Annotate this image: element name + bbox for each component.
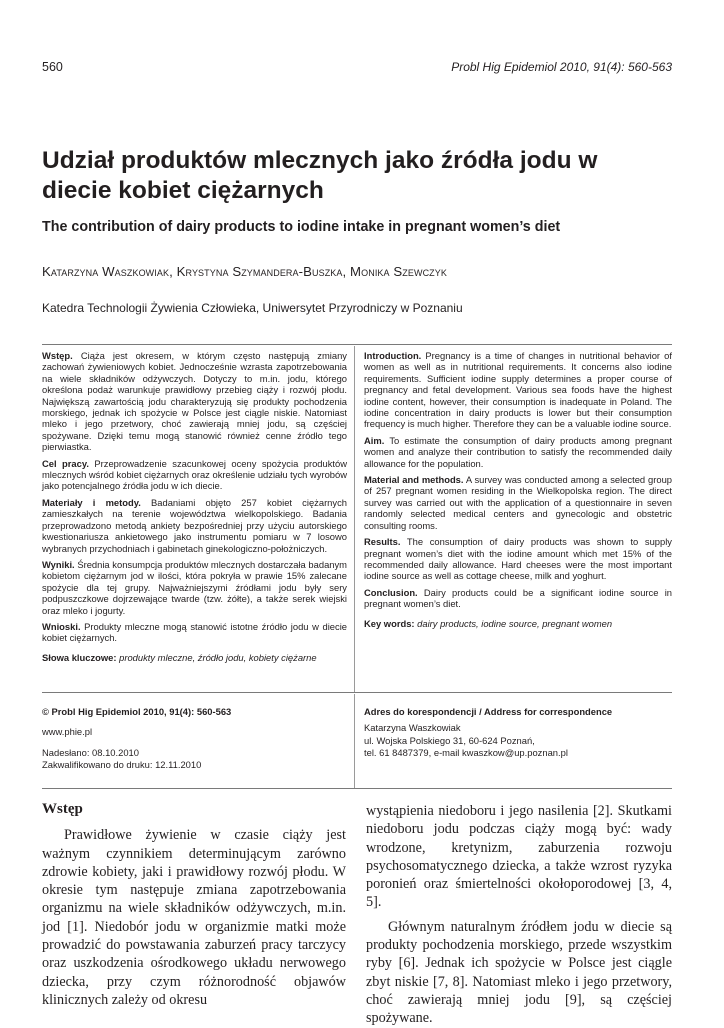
abstract-en-aim-text: To estimate the consumption of dairy products among pregnant women and analyze their contribution to satisfy the recommended daily allowance for the population. (364, 434, 672, 469)
correspondence-name: Katarzyna Waszkowiak (364, 722, 461, 734)
info-top-rule (42, 692, 672, 693)
abstract-en-results-text: The consumption of dairy products was shown to supply pregnant women’s diet with the iodine amount which met 15% of the recommended daily allowance. Hard cheeses were the most important iodine source as well as cottage cheese, milk and yoghurt. (364, 536, 672, 582)
abstract-en-conclusion (364, 587, 672, 610)
abstract-pl-results (42, 559, 347, 616)
affiliation: Katedra Technologii Żywienia Człowieka, Uniwersytet Przyrodniczy w Poznaniu (42, 301, 463, 315)
abstract-pl-conclusion (42, 621, 347, 644)
abstract-pl-keywords-text: produkty mleczne, źródło jodu, kobiety ciężarne (116, 651, 317, 663)
publication-info (42, 706, 342, 772)
abstract-en-results (364, 536, 672, 582)
copyright-line: © Probl Hig Epidemiol 2010, 91(4): 560-563 (42, 706, 232, 717)
body-column-left (42, 800, 346, 1009)
abstract-en-intro (364, 350, 672, 430)
abstract-en-methods-text: A survey was conducted among a selected group of 257 pregnant women residing in the Wielkopolska region. The direct survey was carried out with the application of a questionnaire in seven randomly selected medical centers and gynecologic and obstetric consulting rooms. (364, 474, 672, 531)
abstract-pl-methods-text: Badaniami objęto 257 kobiet ciężarnych zamieszkałych na terenie województwa wielkopolskiego. Badania przeprowadzono metodą ankiety bezpośredniej przy użyciu autorskiego kwestionariusza ankietowego jako instrumentu pomiaru w 7 losowo wybranych przychodniach i gabinetach ginekologiczno-położniczych. (42, 496, 347, 554)
abstract-en-methods (364, 474, 672, 531)
website-link[interactable]: www.phie.pl (42, 726, 93, 738)
page-number: 560 (42, 60, 63, 74)
section-heading-introduction: Wstęp (42, 801, 83, 817)
abstract-en-intro-label: Introduction. (364, 350, 422, 361)
abstract-en-keywords (364, 618, 672, 629)
abstract-pl-aim (42, 458, 347, 492)
body-paragraph-2: wystąpienia niedoboru i jego nasilenia [2]. Skutkami niedoboru jodu podczas ciąży mogą być: wady wrodzone, kretynizm, zaburzenia rozwoju psychosomatycznego dziecka, a także wzrost ryzyka poronień oraz śmiertelności okołoporodowej [3, 4, 5]. (366, 803, 672, 911)
body-column-right (366, 802, 672, 1028)
abstract-pl-conclusion-label: Wnioski. (42, 620, 81, 632)
received-date: Nadesłano: 08.10.2010 (42, 746, 139, 758)
abstract-pl-aim-label: Cel pracy. (42, 457, 89, 469)
abstract-polish (42, 350, 347, 668)
abstract-pl-keywords (42, 652, 347, 663)
abstract-english (364, 350, 672, 634)
abstract-en-keywords-label: Key words: (364, 617, 415, 629)
journal-reference: Probl Hig Epidemiol 2010, 91(4): 560-563 (451, 60, 672, 74)
abstract-pl-intro-text: Ciąża jest okresem, w którym często następują zmiany zachowań żywieniowych kobiet. Jednocześnie wzrasta zapotrzebowania na wiele składników odżywczych. Dotyczy to m.in. jodu, którego określona podaż warunkuje prawidłowy przebieg ciąży i rozwój płodu. Największą zawartością jodu charakteryzują się produkty pochodzenia morskiego, jednak ich spożycie w Polsce jest ciągle niskie. Natomiast mleko i jego przetwory, choć zawierają mniej jodu, są częściej spożywane. Dzięki temu mogą stanowić również cenne źródło tego pierwiastka. (42, 350, 347, 453)
article-title-english: The contribution of dairy products to iodine intake in pregnant women’s diet (42, 219, 561, 235)
abstract-en-aim (364, 435, 672, 469)
abstract-pl-intro (42, 350, 347, 453)
correspondence-address: ul. Wojska Polskiego 31, 60-624 Poznań, (364, 734, 535, 746)
body-paragraph-3: Głównym naturalnym źródłem jodu w diecie są produkty pochodzenia morskiego, przede wszystkim ryby [6]. Jednak ich spożycie w Polsce jest ciągle zbyt niskie [7, 8]. Natomiast mleko i jego przetwory, choć zawierają mniej jodu [9], są częściej spożywane. (366, 918, 672, 1027)
abstract-pl-aim-text: Przeprowadzenie szacunkowej oceny spożycia produktów mlecznych wśród kobiet ciężarnych oraz określenie udziału tych wyrobów jako potencjalnego źródła jodu w ich diecie. (42, 457, 347, 492)
abstract-en-methods-label: Material and methods. (364, 474, 464, 486)
abstract-en-keywords-text: dairy products, iodine source, pregnant women (414, 617, 613, 629)
abstract-pl-methods (42, 497, 347, 554)
abstract-en-aim-label: Aim. (364, 434, 385, 446)
abstract-en-results-label: Results. (364, 536, 401, 548)
correspondence-contact[interactable]: tel. 61 8487379, e-mail kwaszkow@up.poznan.pl (364, 747, 568, 759)
article-title-polish: Udział produktów mlecznych jako źródła jodu w diecie kobiet ciężarnych (42, 147, 598, 204)
accepted-date: Zakwalifikowano do druku: 12.11.2010 (42, 759, 202, 771)
abstract-pl-results-label: Wyniki. (42, 558, 75, 570)
abstract-en-intro-text: Pregnancy is a time of changes in nutritional behavior of women as well as in nutritional requirements. It concerns also iodine requirements. Sufficient iodine supply determines a proper course of pregnancy and fetal development. Various sea foods have the highest iodine content, however, their consumption is inadequate in Poland. The iodine concentration in dairy products is lower but their consumption frequency is much higher. Therefore they can be a valuable iodine source. (364, 350, 672, 430)
abstract-en-conclusion-label: Conclusion. (364, 586, 418, 598)
abstract-pl-conclusion-text: Produkty mleczne mogą stanowić istotne źródło jodu w diecie kobiet ciężarnych. (42, 620, 347, 644)
author-list: Katarzyna Waszkowiak, Krystyna Szymandera-Buszka, Monika Szewczyk (42, 264, 447, 279)
correspondence-heading: Adres do korespondencji / Address for correspondence (364, 706, 613, 717)
body-paragraph-1: Prawidłowe żywienie w czasie ciąży jest ważnym czynnikiem determinującym zarówno zdrowie kobiety, jaki i prawidłowy rozwój płodu. W okresie tym następuje zmiana zapotrzebowania organizmu na wiele składników odżywczych, m.in. jod [1]. Niedobór jodu w organizmie matki może prowadzić do powstawania zaburzeń pracy tarczycy oraz uszkodzenia ośrodkowego układu nerwowego dziecka, przy czym różnorodność objawów klinicznych zależy od okresu (42, 827, 346, 1008)
abstract-en-conclusion-text: Dairy products could be a significant iodine source in pregnant women’s diet. (364, 586, 672, 610)
abstract-pl-intro-label: Wstęp. (42, 350, 73, 361)
abstract-pl-keywords-label: Słowa kluczowe: (42, 651, 117, 663)
abstract-pl-methods-label: Materiały i metody. (42, 496, 141, 508)
body-top-rule (42, 788, 672, 789)
abstract-column-divider (354, 346, 355, 692)
info-column-divider (354, 694, 355, 788)
abstract-top-rule (42, 344, 672, 345)
abstract-pl-results-text: Średnia konsumpcja produktów mlecznych dostarczała badanym kobietom ciężarnym jod w ilości, która pokryła w prawie 15% zalecane spożycie dla tej grupy. Najważniejszymi źródłami jodu były sery podpuszczkowe dojrzewające twarde (tzw. żółte), a także serek wiejski oraz mleko i jogurty. (42, 558, 347, 616)
correspondence-info (364, 706, 664, 760)
